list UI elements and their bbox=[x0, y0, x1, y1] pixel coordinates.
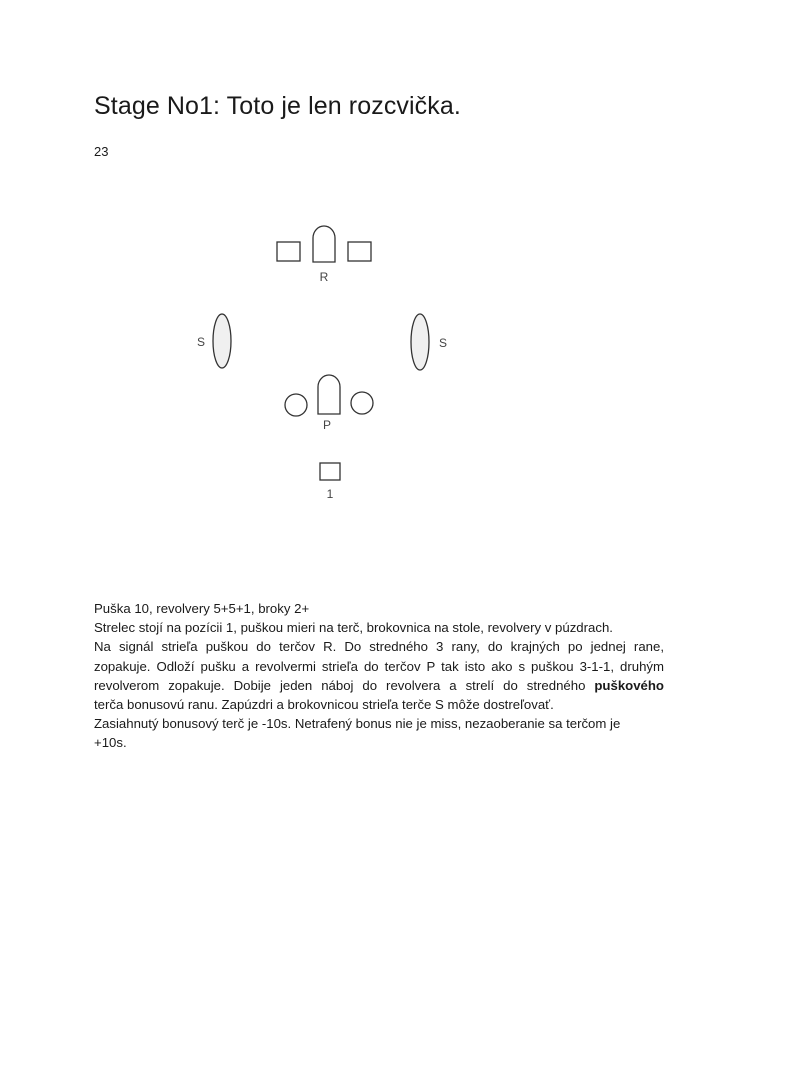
position-label: 1 bbox=[326, 487, 334, 501]
pistol-target-left bbox=[285, 394, 307, 416]
bold-word: puškového bbox=[594, 677, 664, 693]
description-line: Strelec stojí na pozícii 1, puškou mieri na terč, brokovnica na stole, revolvery v púzdrach. bbox=[94, 620, 613, 636]
rifle-targets-label: R bbox=[319, 270, 329, 284]
shotgun-targets bbox=[197, 314, 447, 370]
description-line: +10s. bbox=[94, 735, 127, 751]
pistol-target-right bbox=[351, 392, 373, 414]
description-line: zopakuje. Odloží pušku a revolvermi strieľa do terčov P tak isto ako s puškou 3-1-1, druhým bbox=[94, 658, 664, 674]
stage-title: Stage No1: Toto je len rozcvička. bbox=[94, 92, 461, 120]
pistol-targets-label: P bbox=[322, 418, 332, 432]
pistol-targets bbox=[285, 375, 373, 432]
rifle-targets bbox=[277, 226, 371, 284]
description-line: Na signál strieľa puškou do terčov R. Do stredného 3 rany, do krajných po jednej rane, bbox=[94, 639, 664, 655]
description-line: Zasiahnutý bonusový terč je -10s. Netrafený bonus nie je miss, nezaoberanie sa terčom je bbox=[94, 716, 621, 732]
description-text: revolverom zopakuje. Dobije jeden náboj do revolvera a strelí do stredného bbox=[94, 677, 595, 693]
shooting-position bbox=[320, 463, 340, 501]
description-line: terča bonusovú ranu. Zapúzdri a brokovnicou strieľa terče S môže dostreľovať. bbox=[94, 697, 554, 713]
description-line bbox=[94, 676, 664, 695]
rifle-target-right bbox=[348, 242, 371, 261]
shotgun-target-left bbox=[213, 314, 231, 368]
shotgun-target-right bbox=[411, 314, 429, 370]
position-marker bbox=[320, 463, 340, 480]
description-line: Puška 10, revolvery 5+5+1, broky 2+ bbox=[94, 601, 310, 616]
stage-number: 23 bbox=[94, 144, 109, 159]
rifle-target-left bbox=[277, 242, 300, 261]
shotgun-right-label: S bbox=[438, 336, 448, 350]
pistol-target-center bbox=[318, 375, 340, 414]
rifle-target-center bbox=[313, 226, 335, 262]
shotgun-left-label: S bbox=[196, 335, 206, 349]
stage-description bbox=[94, 599, 664, 753]
